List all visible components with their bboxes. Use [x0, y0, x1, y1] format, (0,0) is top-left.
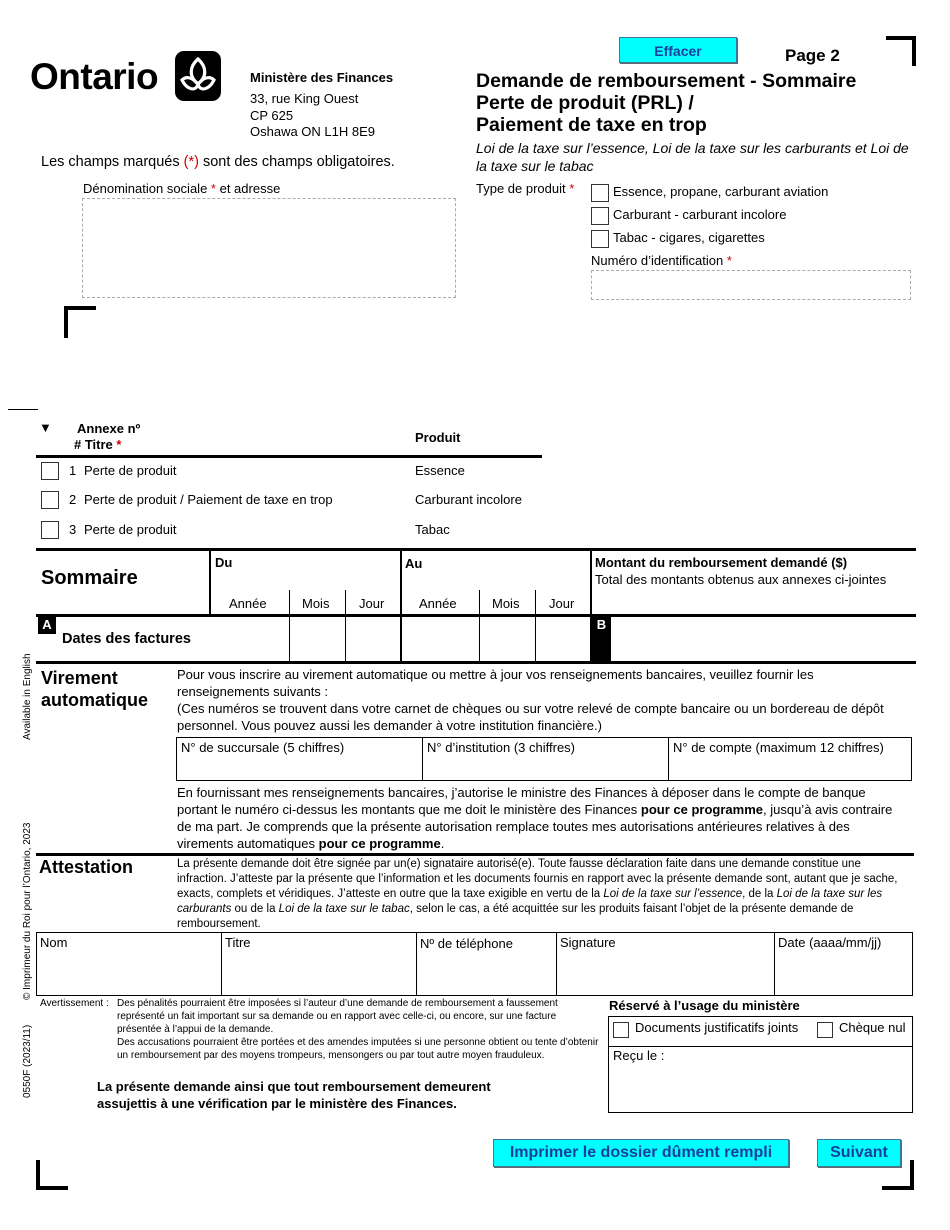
company-input[interactable]	[82, 198, 456, 298]
page-number: Page 2	[785, 46, 840, 65]
title-label: Titre	[225, 935, 251, 950]
divider	[535, 590, 536, 663]
copyright-note: © Imprimeur du Roi pour l’Ontario, 2023	[22, 822, 33, 1000]
invoice-dates-label: Dates des factures	[62, 631, 191, 647]
deposit-authorization: En fournissant mes renseignements bancaires, j’autorise le ministre des Finances à déposer dans le compte de banque portant le numéro ci-dessus les montants que me doit le ministère des Finances pour ce programme, jusqu’à avis contraire de ma part. Je comprends que la présente autorisation remplace toutes mes autorisations antérieures relatives à des virements automatiques pour ce programme.	[177, 785, 893, 851]
address-line-1: 33, rue King Ouest	[250, 91, 359, 106]
to-day-label: Jour	[549, 596, 575, 611]
divider	[416, 932, 417, 996]
schedule-header-rule	[36, 455, 542, 458]
title-input[interactable]	[223, 952, 415, 994]
form-title-line-1: Demande de remboursement - Sommaire	[476, 70, 857, 92]
void-cheque-checkbox[interactable]	[817, 1022, 833, 1038]
to-month-input[interactable]	[481, 617, 534, 661]
from-label: Du	[215, 555, 233, 570]
to-year-input[interactable]	[403, 617, 478, 661]
institution-input[interactable]	[424, 757, 666, 779]
summary-top-rule	[36, 548, 916, 551]
id-label: Numéro d’identification *	[591, 253, 732, 268]
verification-note: La présente demande ainsi que tout remboursement demeurent assujettis à une vérification par le ministère des Finances.	[97, 1079, 491, 1111]
badge-a: A	[38, 616, 56, 634]
to-day-input[interactable]	[537, 617, 589, 661]
crop-mark-bottom-left	[36, 1160, 68, 1190]
schedule-col-title: # Titre *	[74, 437, 122, 452]
schedule-row-num: 2	[69, 492, 77, 507]
divider	[209, 551, 211, 614]
product-checkbox-tobacco[interactable]	[591, 230, 609, 248]
amount-subtitle: Total des montants obtenus aux annexes ci-jointes	[595, 572, 887, 587]
from-day-input[interactable]	[347, 617, 399, 661]
signature-label: Signature	[560, 935, 616, 950]
schedule-row-product: Essence	[415, 463, 465, 478]
schedule-row-product: Carburant incolore	[415, 492, 522, 507]
form-number: 0550F (2023/11)	[22, 1024, 33, 1098]
address-line-2: CP 625	[250, 108, 294, 123]
trillium-icon	[174, 50, 222, 102]
account-label: N° de compte (maximum 12 chiffres)	[673, 740, 884, 755]
from-month-label: Mois	[302, 596, 330, 611]
warning-text-1: Des pénalités pourraient être imposées si l’auteur d’une demande de remboursement a faussement représenté un fait important sur sa demande ou en rapport avec celle-ci, ou encore, sur une facture présentée à l’appui de la demande.	[117, 998, 558, 1035]
logo-text: Ontario	[30, 56, 159, 97]
product-option-clear-fuel: Carburant - carburant incolore	[613, 207, 787, 222]
office-use-title: Réservé à l’usage du ministère	[609, 998, 800, 1013]
phone-input[interactable]	[418, 952, 555, 994]
schedule-row-num: 1	[69, 463, 77, 478]
divider	[422, 737, 423, 781]
schedule-row-title: Perte de produit / Paiement de taxe en trop	[84, 492, 333, 507]
date-input[interactable]	[776, 952, 911, 994]
divider	[479, 590, 480, 663]
schedule-row-num: 3	[69, 522, 77, 537]
amount-title: Montant du remboursement demandé ($)	[595, 555, 848, 570]
name-label: Nom	[40, 935, 68, 950]
attestation-title: Attestation	[39, 857, 133, 877]
product-type-label: Type de produit *	[476, 181, 575, 196]
available-in-english: Available in English	[22, 653, 33, 740]
schedule-row-title: Perte de produit	[84, 522, 177, 537]
crop-mark-top-right	[886, 36, 916, 66]
divider	[556, 932, 557, 996]
product-checkbox-fuel[interactable]	[591, 184, 609, 202]
name-input[interactable]	[38, 952, 220, 994]
attestation-text: La présente demande doit être signée par un(e) signataire autorisé(e). Toute fausse déclaration faite dans une demande constitue une infraction. J’atteste par la présente que l’information et les documents fournis en rapport avec la présente demande sont, autant que je sache, exacts, complets et véridiques. J’atteste en outre que la taxe exigible en vertu de la Loi de la taxe sur l’essence, de la Loi de la taxe sur les carburants ou de la Loi de la taxe sur le tabac, selon le cas, a été acquittée sur les produits faisant l’objet de la présente demande de remboursement.	[177, 858, 898, 930]
divider	[345, 590, 346, 663]
phone-label: Nº de téléphone	[420, 936, 513, 951]
form-title-line-2: Perte de produit (PRL) /	[476, 92, 694, 114]
docs-attached-label: Documents justificatifs joints	[635, 1020, 799, 1035]
next-button[interactable]: Suivant	[817, 1139, 901, 1167]
divider	[608, 1046, 913, 1047]
branch-label: N° de succursale (5 chiffres)	[181, 740, 345, 755]
product-option-tobacco: Tabac - cigares, cigarettes	[613, 230, 765, 245]
ministry-name: Ministère des Finances	[250, 70, 394, 85]
deposit-intro-note: (Ces numéros se trouvent dans votre carnet de chèques ou sur votre relevé de compte bancaire ou un bordereau de dépôt personnel. Vous pouvez aussi les demander à votre institution financière.)	[177, 701, 884, 733]
divider	[400, 551, 402, 663]
print-button[interactable]: Imprimer le dossier dûment rempli	[493, 1139, 789, 1167]
crop-mark-mid-left	[64, 306, 96, 338]
badge-b: B	[596, 617, 607, 632]
schedule-row-checkbox[interactable]	[41, 491, 59, 509]
deposit-title-line-1: Virement	[41, 668, 118, 688]
to-label: Au	[405, 556, 423, 571]
divider	[289, 590, 290, 663]
schedule-row-title: Perte de produit	[84, 463, 177, 478]
deposit-intro: Pour vous inscrire au virement automatique ou mettre à jour vos renseignements bancaires, veuillez fournir les renseignements suivants :	[177, 667, 814, 699]
form-title-line-3: Paiement de taxe en trop	[476, 114, 707, 136]
attestation-rule	[36, 853, 914, 856]
address-line-3: Oshawa ON L1H 8E9	[250, 124, 376, 139]
collapse-arrow-icon[interactable]: ▼	[39, 420, 52, 435]
schedule-row-checkbox[interactable]	[41, 462, 59, 480]
schedule-col-annexe: Annexe nº	[77, 421, 141, 436]
date-label: Date (aaaa/mm/jj)	[778, 935, 882, 950]
account-input[interactable]	[670, 757, 910, 779]
docs-attached-checkbox[interactable]	[613, 1022, 629, 1038]
ontario-logo	[18, 48, 228, 108]
to-month-label: Mois	[492, 596, 520, 611]
from-year-label: Année	[229, 596, 267, 611]
from-year-input[interactable]	[212, 617, 288, 661]
to-year-label: Année	[419, 596, 457, 611]
divider	[774, 932, 775, 996]
from-month-input[interactable]	[291, 617, 344, 661]
clear-button[interactable]: Effacer	[619, 37, 737, 63]
branch-input[interactable]	[178, 757, 420, 779]
summary-bottom-rule	[36, 661, 916, 664]
signature-input[interactable]	[558, 952, 773, 994]
void-cheque-label: Chèque nul	[839, 1020, 906, 1035]
id-input[interactable]	[591, 270, 911, 300]
schedule-row-checkbox[interactable]	[41, 521, 59, 539]
warning-label: Avertissement :	[40, 998, 109, 1009]
amount-input[interactable]	[613, 617, 915, 661]
warning-text-2: Des accusations pourraient être portées et des amendes imputées si une personne obtient ou tente d’obtenir un remboursement par des moyens trompeurs, mensongers ou par tout autre moyen frauduleux.	[117, 1037, 599, 1061]
schedule-row-product: Tabac	[415, 522, 450, 537]
schedule-col-product: Produit	[415, 430, 461, 445]
fold-mark	[8, 409, 38, 410]
company-label: Dénomination sociale * et adresse	[83, 181, 281, 196]
received-label: Reçu le :	[613, 1048, 665, 1063]
product-option-fuel: Essence, propane, carburant aviation	[613, 184, 829, 199]
form-subtitle: Loi de la taxe sur l’essence, Loi de la taxe sur les carburants et Loi de la taxe sur le tabac	[476, 140, 909, 174]
product-checkbox-clear-fuel[interactable]	[591, 207, 609, 225]
divider	[221, 932, 222, 996]
deposit-title-line-2: automatique	[41, 690, 149, 710]
from-day-label: Jour	[359, 596, 385, 611]
institution-label: N° d’institution (3 chiffres)	[427, 740, 576, 755]
summary-title: Sommaire	[41, 567, 138, 589]
required-note: Les champs marqués (*) sont des champs obligatoires.	[41, 154, 395, 170]
divider	[668, 737, 669, 781]
